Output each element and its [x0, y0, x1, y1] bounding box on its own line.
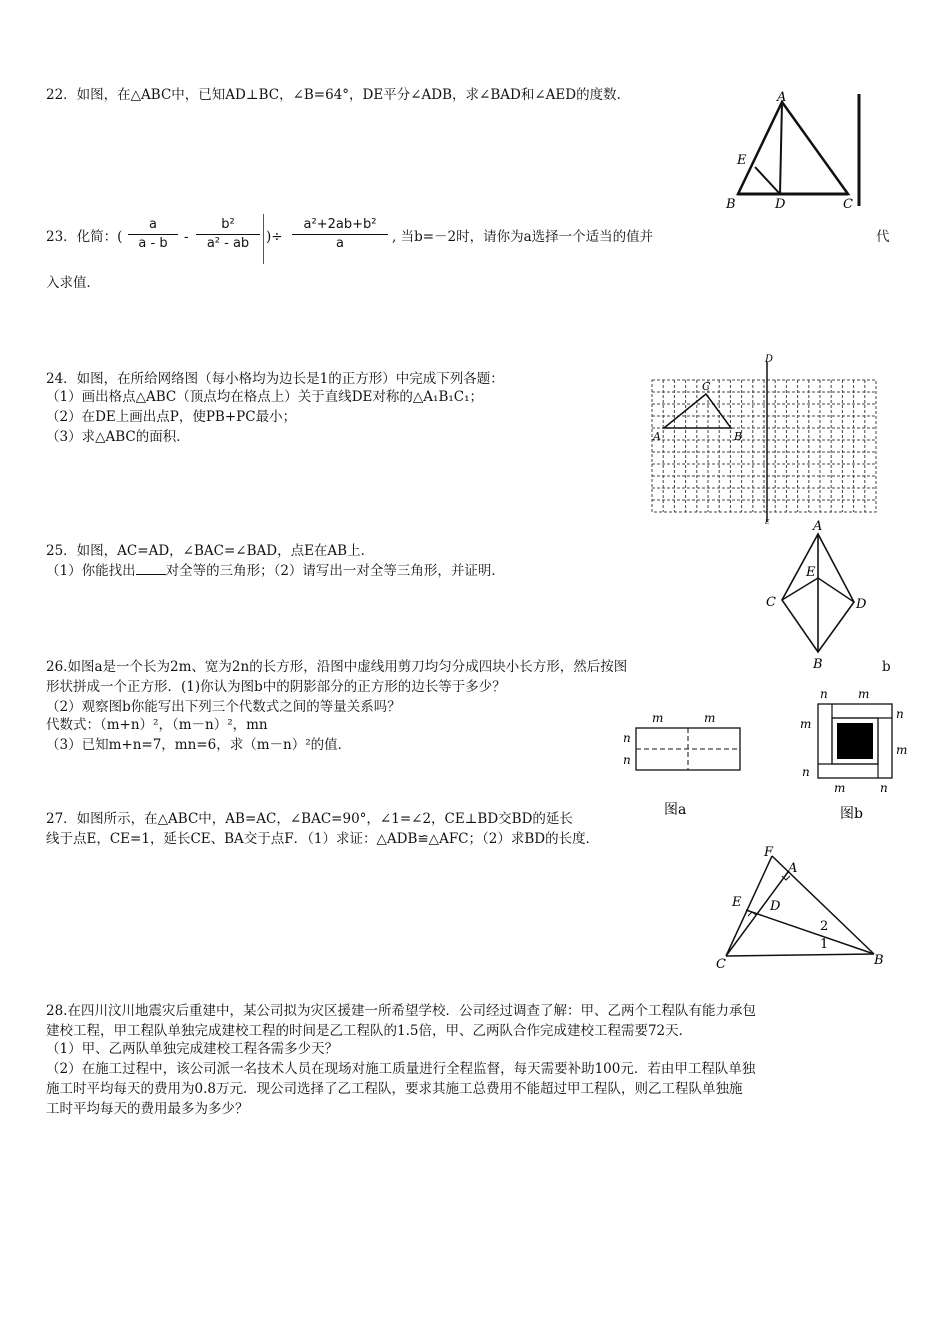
q27-line2: 线于点E，CE=1，延长CE、BA交于点F．（1）求证：△ADB≌△AFC；（2）求BD的长度． — [46, 831, 600, 847]
q26b-caption: 图b — [840, 806, 863, 822]
q24-label-b: B — [734, 430, 743, 443]
q27-label-a: A — [788, 861, 798, 876]
q26-line5: （3）已知m+n=7，mn=6，求（m－n）²的值． — [46, 737, 352, 753]
q26a-m-right: m — [704, 711, 716, 725]
q26b-m-bottom: m — [834, 781, 846, 795]
q23-fraction-1 — [128, 216, 178, 253]
q25-figure — [760, 516, 880, 674]
q27-label-1: 1 — [820, 937, 829, 952]
q27-label-e: E — [732, 895, 742, 910]
q23-minus: - — [184, 229, 189, 245]
q28-line4: （2）在施工过程中，该公司派一名技术人员在现场对施工质量进行全程监督，每天需要补助100元．若由甲工程队单独 — [46, 1061, 756, 1077]
q27-label-b: B — [874, 953, 884, 968]
q26b-n-right: n — [896, 707, 904, 721]
q23-fraction-2 — [196, 216, 260, 253]
q23-fraction-3 — [292, 216, 388, 253]
q27-label-f: F — [764, 845, 774, 860]
q22-text: 22．如图，在△ABC中，已知AD⊥BC，∠B=64°，DE平分∠ADB，求∠BAD和∠AED的度数． — [46, 87, 631, 103]
q25-line2 — [46, 560, 505, 582]
q23-far: 代 — [876, 229, 890, 245]
q25-label-c: C — [766, 595, 776, 610]
q22-label-c: C — [843, 197, 853, 212]
q23-frac3-num: a²+2ab+b² — [303, 217, 377, 232]
q24-line1: 24．如图，在所给网络图（每小格均为边长是1的正方形）中完成下列各题： — [46, 371, 504, 387]
q25-label-d: D — [856, 597, 867, 612]
q25-label-e: E — [806, 565, 816, 580]
q23-bracket-line — [263, 214, 264, 264]
q23-div: )÷ — [266, 229, 283, 245]
q26b-n-bottomright: n — [880, 781, 888, 795]
q25-label-b: B — [813, 657, 823, 672]
q24-label-d: D — [765, 354, 774, 365]
q26-line1: 26.如图a是一个长为2m、宽为2n的长方形，沿图中虚线用剪刀均匀分成四块小长方形，然后按图 — [46, 659, 628, 675]
q26b-m-top: m — [858, 687, 870, 701]
q26b-m-right: m — [896, 743, 908, 757]
q23-frac2-den: a² - ab — [206, 236, 250, 251]
q25-answer-blank[interactable] — [136, 560, 166, 575]
q24-label-c: C — [702, 380, 711, 393]
q26-line4: 代数式：（m+n）²，（m－n）²，mn — [46, 717, 268, 733]
q25-label-a: A — [813, 519, 823, 534]
q25-line2-a: （1）你能找出 — [46, 563, 136, 579]
q28-line6: 工时平均每天的费用最多为多少？ — [46, 1101, 249, 1117]
q24-line4: （3）求△ABC的面积． — [46, 429, 190, 445]
q24-label-e: E — [765, 519, 770, 524]
q26a-n-top: n — [623, 731, 631, 745]
q23-line2: 入求值． — [46, 275, 100, 291]
q23-frac2-num: b² — [221, 217, 235, 232]
q27-label-d: D — [770, 899, 781, 914]
q26-line3: （2）观察图b你能写出下列三个代数式之间的等量关系吗？ — [46, 699, 401, 715]
q22-label-e: E — [737, 153, 747, 168]
q22-label-d: D — [775, 197, 786, 212]
q23-frac3-den: a — [336, 236, 344, 251]
q27-line1: 27．如图所示，在△ABC中，AB=AC，∠BAC=90°，∠1=∠2，CE⊥BD交BD的延长 — [46, 811, 573, 827]
q22-label-b: B — [726, 197, 736, 212]
q28-line5: 施工时平均每天的费用为0.8万元．现公司选择了乙工程队，要求其施工总费用不能超过甲工程队，则乙工程队单独施 — [46, 1081, 743, 1097]
q23-suffix: , 当b=－2时，请你为a选择一个适当的值并 — [392, 229, 654, 245]
q26b-n-bottomleft: n — [802, 765, 810, 779]
q25-line1: 25．如图，AC=AD，∠BAC=∠BAD，点E在AB上． — [46, 543, 375, 559]
q28-line1: 28.在四川汶川地震灾后重建中，某公司拟为灾区援建一所希望学校．公司经过调查了解：甲、乙两个工程队有能力承包 — [46, 1003, 756, 1019]
q26-line1-far: b — [882, 659, 891, 675]
q26b-m-left: m — [800, 717, 812, 731]
q24-line2: （1）画出格点△ABC（顶点均在格点上）关于直线DE对称的△A₁B₁C₁； — [46, 389, 484, 405]
q27-figure — [712, 842, 892, 972]
q26-figure-a — [618, 704, 748, 822]
q27-label-c: C — [716, 957, 726, 972]
q28-line2: 建校工程，甲工程队单独完成建校工程的时间是乙工程队的1.5倍，甲、乙两队合作完成建校工程需要72天． — [46, 1023, 693, 1039]
q23-frac1-den: a - b — [138, 236, 168, 251]
q26a-m-left: m — [652, 711, 664, 725]
q26b-n-topleft: n — [820, 687, 828, 701]
q26a-n-bottom: n — [623, 753, 631, 767]
q26a-caption: 图a — [664, 802, 687, 818]
q22-label-a: A — [777, 90, 787, 105]
q26-line2: 形状拼成一个正方形．(1)你认为图b中的阴影部分的正方形的边长等于多少？ — [46, 679, 506, 695]
q27-label-2: 2 — [820, 919, 829, 934]
q22-figure — [720, 88, 870, 212]
q24-line3: （2）在DE上画出点P，使PB+PC最小； — [46, 409, 297, 425]
q24-label-a: A — [653, 430, 661, 443]
q23-frac1-num: a — [149, 217, 157, 232]
q24-grid-figure — [646, 352, 886, 524]
q23-prefix: 23．化简：( — [46, 229, 123, 245]
q28-line3: （1）甲、乙两队单独完成建校工程各需多少天？ — [46, 1041, 339, 1057]
q26-figure-b — [796, 686, 916, 826]
q25-line2-b: 对全等的三角形；（2）请写出一对全等三角形，并证明． — [165, 563, 505, 579]
